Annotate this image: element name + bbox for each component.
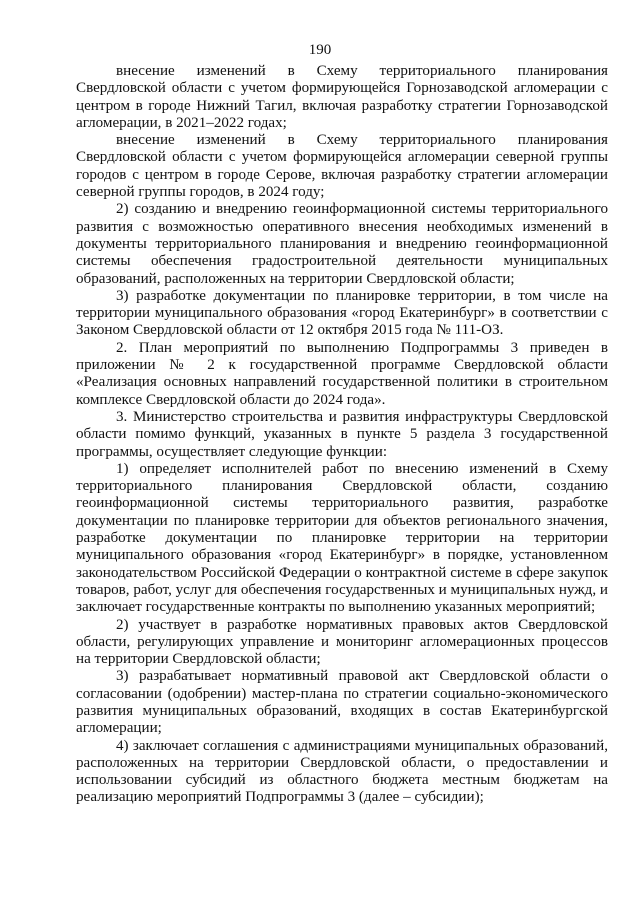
- paragraph-function-1: 1) определяет исполнителей работ по внесению изменений в Схему территориального планирования Свердловской области, созданию геоинформационной системы территориального развития, разработке документации по планировке территории для объектов регионального значения, разработке документации по планировке территории на территории муниципального образования «город Екатеринбург» в порядке, установленном законодательством Российской Федерации о контрактной системе в сфере закупок товаров, работ, услуг для обеспечения государственных и муниципальных нужд, и заключает государственные контракты по выполнению указанных мероприятий;: [76, 460, 608, 616]
- paragraph-section-2-plan: 2. План мероприятий по выполнению Подпрограммы 3 приведен в приложении № 2 к государственной программе Свердловской области «Реализация основных направлений государственной политики в строительном комплексе Свердловской области до 2024 года».: [76, 339, 608, 408]
- paragraph-item-2-gis: 2) созданию и внедрению геоинформационной системы территориального развития с возможностью оперативного внесения необходимых изменений в документы территориального планирования и внедрению геоинформационной системы обеспечения градостроительной деятельности муниципальных образований, расположенных на территории Свердловской области;: [76, 201, 608, 287]
- paragraph-item-3-planning: 3) разработке документации по планировке территории, в том числе на территории муниципального образования «город Екатеринбург» в соответствии с Законом Свердловской области от 12 октября 2015 года № 111-ОЗ.: [76, 287, 608, 339]
- paragraph-function-4: 4) заключает соглашения с администрациями муниципальных образований, расположенных на территории Свердловской области, о предоставлении и использовании субсидий из областного бюджета местным бюджетам на реализацию мероприятий Подпрограммы 3 (далее – субсидии);: [76, 737, 608, 806]
- document-body: [76, 63, 608, 807]
- page-number: 190: [308, 42, 332, 58]
- paragraph-amend-serov: внесение изменений в Схему территориального планирования Свердловской области с учетом формирующейся агломерации северной группы городов с центром в городе Серове, включая разработку стратегии агломерации северной группы городов, в 2024 году;: [76, 132, 608, 201]
- paragraph-amend-gornozavodsk: внесение изменений в Схему территориального планирования Свердловской области с учетом формирующейся Горнозаводской агломерации с центром в городе Нижний Тагил, включая разработку стратегии Горнозаводской агломерации, в 2021–2022 годах;: [76, 63, 608, 131]
- paragraph-function-3: 3) разрабатывает нормативный правовой акт Свердловской области о согласовании (одобрении) мастер-плана по стратегии социально-экономического развития муниципальных образований, входящих в состав Екатеринбургской агломерации;: [76, 668, 608, 737]
- paragraph-section-3-ministry: 3. Министерство строительства и развития инфраструктуры Свердловской области помимо функций, указанных в пункте 5 раздела 3 государственной программы, осуществляет следующие функции:: [76, 408, 608, 460]
- paragraph-function-2: 2) участвует в разработке нормативных правовых актов Свердловской области, регулирующих управление и мониторинг агломерационных процессов на территории Свердловской области;: [76, 616, 608, 668]
